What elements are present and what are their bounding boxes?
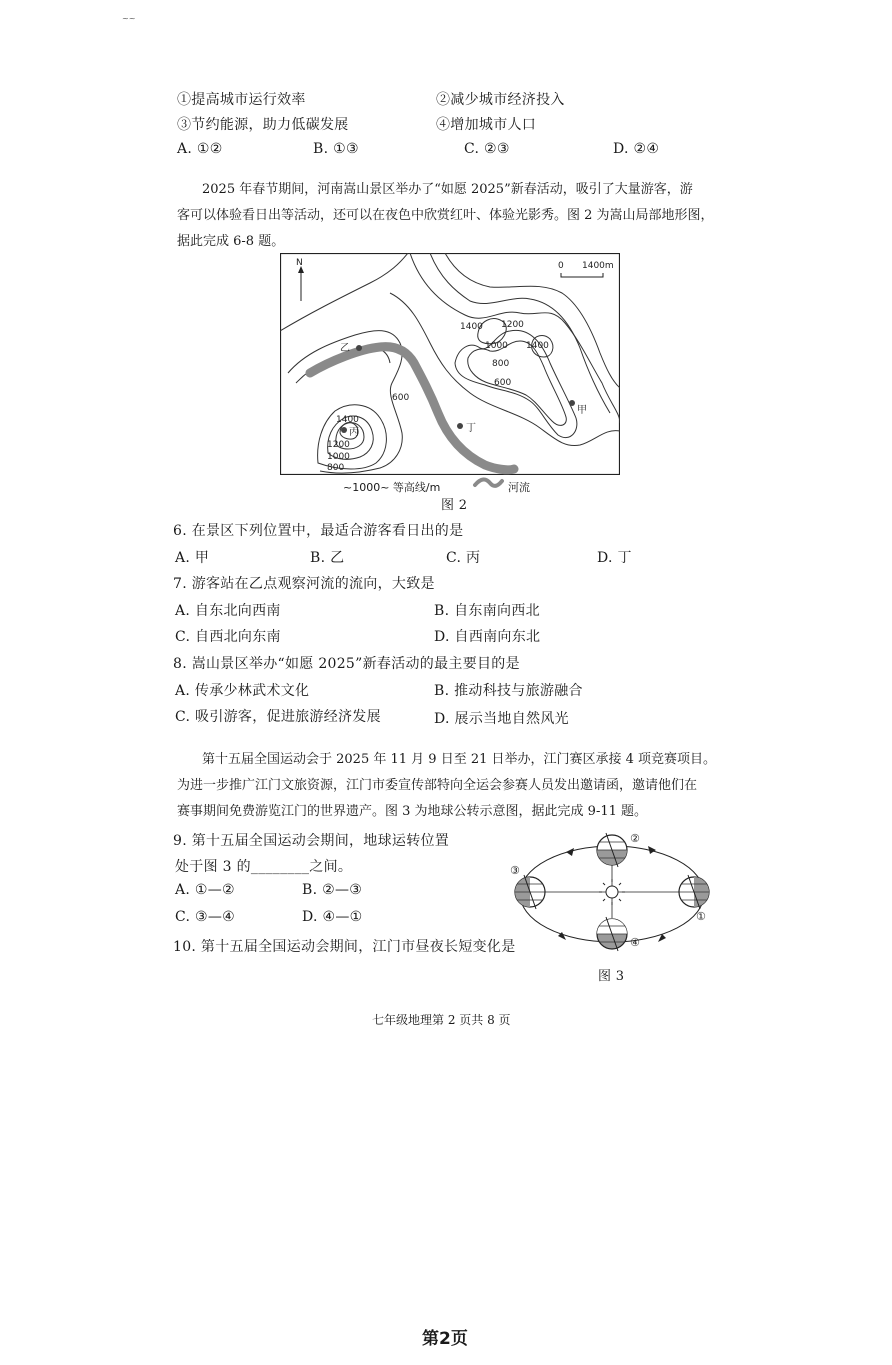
passage-1-line-3: 据此完成 6-8 题。 bbox=[177, 234, 285, 249]
q5-choice-d: D. ②④ bbox=[613, 141, 660, 157]
q5-option-2: ②减少城市经济投入 bbox=[436, 92, 565, 108]
q5-option-1: ①提高城市运行效率 bbox=[177, 92, 306, 108]
q7-choice-c: C. 自西北向东南 bbox=[175, 629, 281, 645]
q8-choice-c: C. 吸引游客，促进旅游经济发展 bbox=[175, 709, 381, 725]
q8-choice-b: B. 推动科技与旅游融合 bbox=[434, 683, 583, 699]
q9-stem-line-2: 处于图 3 的________之间。 bbox=[175, 859, 353, 875]
q7-stem: 7. 游客站在乙点观察河流的流向，大致是 bbox=[173, 576, 435, 592]
q6-stem: 6. 在景区下列位置中，最适合游客看日出的是 bbox=[173, 523, 464, 539]
q6-choice-d: D. 丁 bbox=[597, 550, 632, 566]
q8-stem: 8. 嵩山景区举办“如愿 2025”新春活动的最主要目的是 bbox=[173, 656, 520, 672]
q9-choice-b: B. ②—③ bbox=[302, 882, 363, 898]
position-label-2: ② bbox=[630, 832, 640, 845]
legend-river: 河流 bbox=[508, 481, 530, 494]
q6-choice-b: B. 乙 bbox=[310, 550, 345, 566]
q9-choice-d: D. ④—① bbox=[302, 909, 363, 925]
corner-mark: ~~ bbox=[122, 14, 136, 23]
q7-choice-d: D. 自西南向东北 bbox=[434, 629, 541, 645]
position-label-4: ④ bbox=[630, 936, 640, 949]
figure-2-caption: 图 2 bbox=[441, 498, 468, 513]
passage-2-line-1: 第十五届全国运动会于 2025 年 11 月 9 日至 21 日举办，江门赛区承接 4 项竞赛项目。 bbox=[202, 752, 717, 767]
contour-label: 600 bbox=[494, 378, 512, 388]
contour-label: 600 bbox=[392, 393, 410, 403]
place-label-ding: 丁 bbox=[466, 423, 476, 434]
figure-3-earth-revolution bbox=[506, 828, 718, 956]
place-label-bing: 丙 bbox=[349, 427, 359, 438]
q9-choice-a: A. ①—② bbox=[175, 882, 235, 898]
q8-choice-d: D. 展示当地自然风光 bbox=[434, 711, 569, 727]
scale-length: 1400m bbox=[582, 261, 614, 271]
place-label-jia: 甲 bbox=[577, 405, 587, 416]
q5-option-4: ④增加城市人口 bbox=[436, 117, 537, 133]
passage-2-line-2: 为进一步推广江门文旅资源，江门市委宣传部特向全运会参赛人员发出邀请函，邀请他们在 bbox=[177, 778, 698, 793]
scale-zero: 0 bbox=[558, 261, 564, 271]
q10-stem: 10. 第十五届全国运动会期间，江门市昼夜长短变化是 bbox=[173, 939, 516, 955]
figure-3-caption: 图 3 bbox=[598, 969, 625, 984]
q6-choice-a: A. 甲 bbox=[175, 550, 210, 566]
contour-label: 1200 bbox=[327, 440, 350, 450]
contour-label: 1400 bbox=[526, 341, 549, 351]
contour-label: 1000 bbox=[327, 452, 350, 462]
passage-1-line-2: 客可以体验看日出等活动，还可以在夜色中欣赏红叶、体验光影秀。图 2 为嵩山局部地形图， bbox=[177, 208, 714, 223]
q7-choice-b: B. 自东南向西北 bbox=[434, 603, 540, 619]
passage-2-line-3: 赛事期间免费游览江门的世界遗产。图 3 为地球公转示意图，据此完成 9-11 题。 bbox=[177, 804, 648, 819]
legend-contour: ~1000~ 等高线/m bbox=[343, 481, 441, 494]
q5-choice-c: C. ②③ bbox=[464, 141, 510, 157]
q5-choice-a: A. ①② bbox=[177, 141, 223, 157]
q9-choice-c: C. ③—④ bbox=[175, 909, 236, 925]
legend-river-icon bbox=[472, 476, 504, 490]
q5-choice-b: B. ①③ bbox=[313, 141, 359, 157]
position-label-1: ① bbox=[696, 910, 706, 923]
contour-label: 1000 bbox=[485, 341, 508, 351]
north-label: N bbox=[296, 258, 303, 268]
contour-label: 1400 bbox=[460, 322, 483, 332]
place-label-yi: 乙 bbox=[340, 343, 350, 354]
contour-label: 1400 bbox=[336, 415, 359, 425]
passage-1-line-1: 2025 年春节期间，河南嵩山景区举办了“如愿 2025”新春活动，吸引了大量游客，游 bbox=[202, 182, 693, 197]
contour-label: 800 bbox=[492, 359, 510, 369]
q7-choice-a: A. 自东北向西南 bbox=[175, 603, 281, 619]
page-number-label: 第2页 bbox=[422, 1329, 468, 1349]
q5-option-3: ③节约能源，助力低碳发展 bbox=[177, 117, 349, 133]
q8-choice-a: A. 传承少林武术文化 bbox=[175, 683, 310, 699]
q6-choice-c: C. 丙 bbox=[446, 550, 481, 566]
figure-2-topographic-map bbox=[280, 253, 620, 475]
contour-label: 1200 bbox=[501, 320, 524, 330]
contour-label: 800 bbox=[327, 463, 345, 473]
position-label-3: ③ bbox=[510, 864, 520, 877]
page-footer: 七年级地理第 2 页共 8 页 bbox=[372, 1013, 511, 1027]
q9-stem-line-1: 9. 第十五届全国运动会期间，地球运转位置 bbox=[173, 833, 450, 849]
